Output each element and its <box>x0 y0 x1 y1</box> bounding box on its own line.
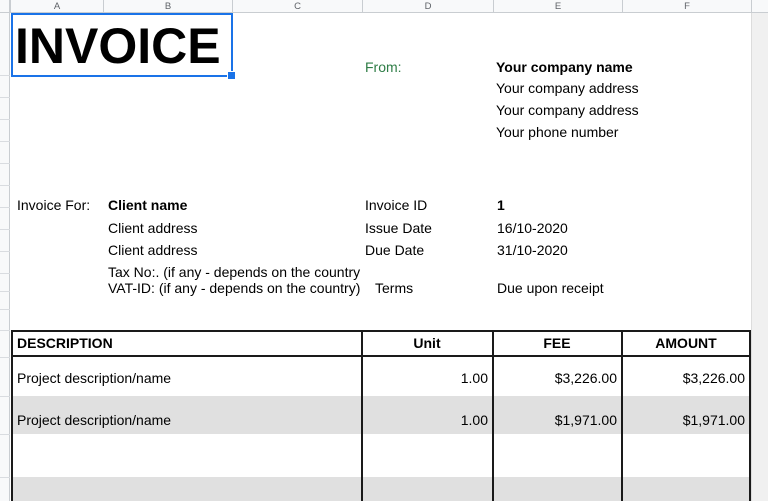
table-column-line <box>492 357 494 501</box>
row-fee[interactable]: $3,226.00 <box>554 370 617 386</box>
column-header-c[interactable]: C <box>232 0 362 13</box>
company-phone[interactable]: Your phone number <box>496 124 619 140</box>
row-unit[interactable]: 1.00 <box>460 370 488 386</box>
row-divider <box>0 291 10 292</box>
row-header-strip[interactable] <box>0 13 10 501</box>
column-header-bar <box>0 0 768 13</box>
table-left-border <box>11 357 13 501</box>
table-header-description[interactable]: DESCRIPTION <box>17 335 113 351</box>
client-name[interactable]: Client name <box>108 197 188 213</box>
due-date-value[interactable]: 31/10-2020 <box>497 242 568 258</box>
table-header-unit[interactable]: Unit <box>413 335 441 351</box>
invoice-id-value[interactable]: 1 <box>497 197 505 213</box>
tax-line[interactable]: Tax No:. (if any - depends on the country <box>108 264 361 280</box>
column-header-sliver <box>751 0 768 13</box>
row-amount[interactable]: $1,971.00 <box>682 412 745 428</box>
fill-handle[interactable] <box>227 71 236 80</box>
table-header-fee[interactable]: FEE <box>543 335 571 351</box>
cell-invoice-title[interactable]: INVOICE <box>15 18 221 74</box>
column-header-d[interactable]: D <box>362 0 493 13</box>
table-row-shading-2 <box>13 477 749 501</box>
column-header-f[interactable]: F <box>622 0 751 13</box>
row-divider <box>0 185 10 186</box>
row-divider <box>0 97 10 98</box>
table-column-line <box>621 357 623 501</box>
row-divider <box>0 477 10 478</box>
row-divider <box>0 229 10 230</box>
company-address-1[interactable]: Your company address <box>496 80 639 96</box>
issue-date-value[interactable]: 16/10-2020 <box>497 220 568 236</box>
select-all-corner[interactable] <box>0 0 10 13</box>
selection-box <box>11 13 233 77</box>
row-unit[interactable]: 1.00 <box>460 412 488 428</box>
terms-label[interactable]: Terms <box>375 280 414 296</box>
company-address-2[interactable]: Your company address <box>496 102 639 118</box>
terms-value[interactable]: Due upon receipt <box>497 280 604 296</box>
row-divider <box>0 273 10 274</box>
company-name[interactable]: Your company name <box>496 59 633 75</box>
client-address-1[interactable]: Client address <box>108 220 198 236</box>
row-divider <box>0 357 10 358</box>
column-header-b[interactable]: B <box>103 0 232 13</box>
beyond-grid-area <box>751 13 768 501</box>
due-date-label[interactable]: Due Date <box>365 242 425 258</box>
row-divider <box>0 251 10 252</box>
table-header-amount[interactable]: AMOUNT <box>655 335 717 351</box>
row-divider <box>0 119 10 120</box>
invoice-id-label[interactable]: Invoice ID <box>365 197 428 213</box>
row-amount[interactable]: $3,226.00 <box>682 370 745 386</box>
row-divider <box>0 75 10 76</box>
issue-date-label[interactable]: Issue Date <box>365 220 432 236</box>
row-description[interactable]: Project description/name <box>17 412 172 428</box>
table-column-line <box>361 357 363 501</box>
row-description[interactable]: Project description/name <box>17 370 172 386</box>
row-divider <box>0 309 10 310</box>
row-fee[interactable]: $1,971.00 <box>554 412 617 428</box>
client-address-2[interactable]: Client address <box>108 242 198 258</box>
row-divider <box>0 163 10 164</box>
row-divider <box>0 434 10 435</box>
row-divider <box>0 141 10 142</box>
column-header-e[interactable]: E <box>493 0 622 13</box>
invoice-for-label[interactable]: Invoice For: <box>17 197 91 213</box>
row-divider <box>0 207 10 208</box>
row-divider <box>0 330 10 331</box>
row-divider <box>0 396 10 397</box>
column-header-a[interactable]: A <box>10 0 103 13</box>
from-label[interactable]: From: <box>365 59 402 75</box>
vat-line[interactable]: VAT-ID: (if any - depends on the country) <box>108 280 361 296</box>
